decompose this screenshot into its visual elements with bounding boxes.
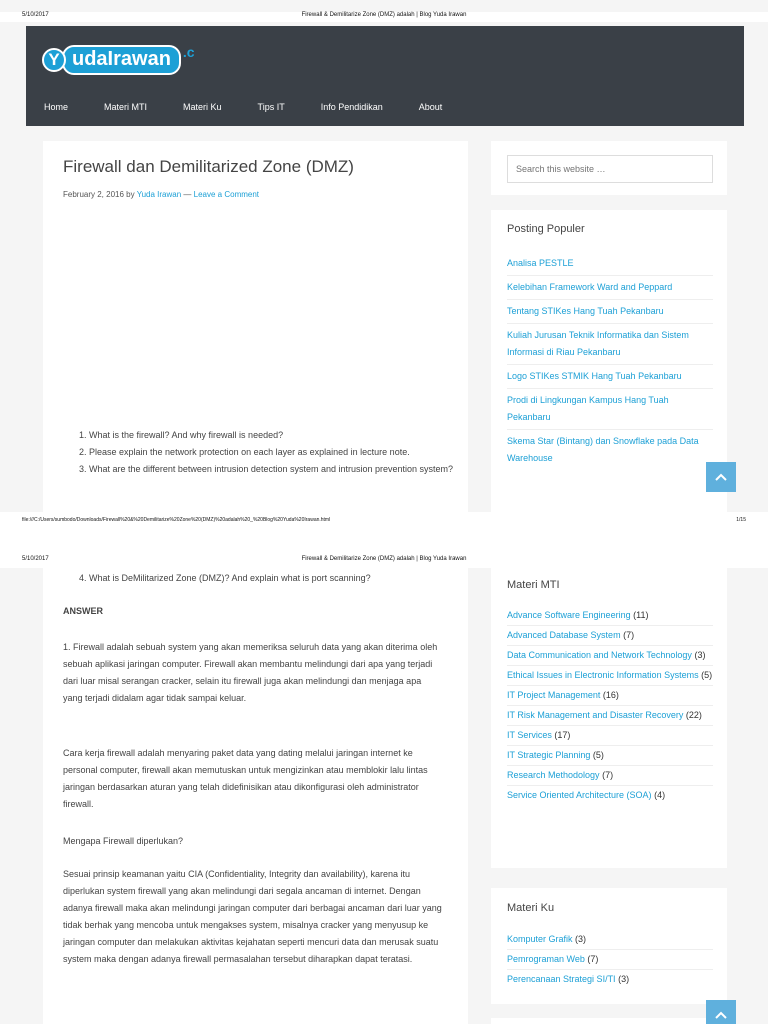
category-link[interactable]: Data Communication and Network Technology bbox=[507, 650, 692, 660]
post-meta bbox=[63, 190, 259, 199]
list-item[interactable] bbox=[507, 666, 713, 686]
list-item[interactable] bbox=[507, 786, 713, 805]
list-item[interactable] bbox=[507, 930, 713, 950]
materi-ku-list bbox=[507, 930, 713, 989]
category-link[interactable]: Advanced Database System bbox=[507, 630, 621, 640]
materi-mti-list bbox=[507, 606, 713, 805]
popular-link[interactable]: Kuliah Jurusan Teknik Informatika dan Sistem Informasi di Riau Pekanbaru bbox=[507, 330, 689, 357]
main-nav bbox=[44, 102, 478, 112]
nav-materi-mti[interactable]: Materi MTI bbox=[104, 102, 148, 112]
paragraph: 1. Firewall adalah sebuah system yang akan memeriksa seluruh data yang akan diterima oleh sebuah aplikasi jaringan computer. Firewall akan membantu melindungi dari apa yang terjadi dari luar misal serangan cracker, selain itu firewall juga akan melindungi dan menjaga apa yang terjadi didalam agar tidak sampai keluar. bbox=[63, 642, 438, 703]
print-title: Firewall & Demilitarize Zone (DMZ) adalah | Blog Yuda Irawan bbox=[301, 12, 467, 18]
popular-title: Posting Populer bbox=[507, 223, 585, 235]
list-item[interactable] bbox=[507, 646, 713, 666]
print-page-2 bbox=[0, 568, 768, 1024]
category-link[interactable]: IT Strategic Planning bbox=[507, 750, 591, 760]
list-item[interactable] bbox=[507, 430, 713, 470]
list-item[interactable] bbox=[507, 276, 713, 300]
popular-link[interactable]: Kelebihan Framework Ward and Peppard bbox=[507, 282, 673, 292]
question-item: 3. What are the different between intrusion detection system and intrusion prevention system? bbox=[89, 461, 459, 478]
chevron-up-icon bbox=[714, 1010, 728, 1020]
popular-link[interactable]: Logo STIKes STMIK Hang Tuah Pekanbaru bbox=[507, 371, 682, 381]
category-count: (11) bbox=[633, 610, 649, 620]
list-item[interactable] bbox=[507, 766, 713, 786]
list-item[interactable] bbox=[507, 606, 713, 626]
list-item[interactable] bbox=[507, 746, 713, 766]
category-count: (17) bbox=[554, 730, 571, 740]
list-item[interactable] bbox=[507, 389, 713, 430]
print-date: 5/10/2017 bbox=[22, 556, 49, 562]
back-to-top-button[interactable] bbox=[706, 462, 736, 492]
next-widget bbox=[491, 1018, 727, 1024]
site-header bbox=[26, 26, 744, 126]
category-link[interactable]: IT Project Management bbox=[507, 690, 601, 700]
materi-ku-widget bbox=[491, 888, 727, 1004]
print-header-2 bbox=[0, 556, 768, 566]
category-count: (7) bbox=[587, 954, 599, 964]
category-count: (7) bbox=[623, 630, 635, 640]
paragraph: Mengapa Firewall diperlukan? bbox=[63, 836, 184, 846]
leave-comment-link[interactable]: Leave a Comment bbox=[193, 190, 260, 199]
nav-home[interactable]: Home bbox=[44, 102, 69, 112]
paragraph: Sesuai prinsip keamanan yaitu CIA (Confidentiality, Integrity dan availability), karena itu diperlukan system firewall yang akan melindungi dari segala ancaman di internet. Dengan adanya firewall maka akan melindungi jaringan computer dari berbagai ancaman dari luar yang tidak berhak yang mencoba untuk mengakses system, misalnya cracker yang menyusup ke jaringan computer dan melakukan aktivitas kejahatan seperti mencuri data dan merusak suatu system maka dengan adanya firewall permasalahan tersebut diharapkan dapat teratasi. bbox=[63, 869, 442, 964]
category-link[interactable]: Research Methodology bbox=[507, 770, 600, 780]
category-link[interactable]: Ethical Issues in Electronic Information Systems bbox=[507, 670, 699, 680]
category-count: (3) bbox=[575, 934, 587, 944]
post-content bbox=[43, 141, 468, 512]
category-link[interactable]: IT Services bbox=[507, 730, 552, 740]
category-count: (5) bbox=[701, 670, 713, 680]
list-item[interactable] bbox=[507, 252, 713, 276]
category-count: (16) bbox=[602, 690, 619, 700]
materi-mti-title: Materi MTI bbox=[507, 579, 560, 591]
materi-ku-title: Materi Ku bbox=[507, 902, 555, 914]
back-to-top-button[interactable] bbox=[706, 1000, 736, 1024]
list-item[interactable] bbox=[507, 706, 713, 726]
popular-link[interactable]: Prodi di Lingkungan Kampus Hang Tuah Pekanbaru bbox=[507, 395, 669, 422]
logo-letter: Y bbox=[42, 48, 66, 72]
question-item: 4. What is DeMilitarized Zone (DMZ)? And explain what is port scanning? bbox=[89, 570, 459, 587]
popular-list bbox=[507, 252, 713, 470]
popular-link[interactable]: Analisa PESTLE bbox=[507, 258, 574, 268]
list-item[interactable] bbox=[507, 365, 713, 389]
print-path: file:///C:/Users/sumbodo/Downloads/Firewall%20&%20Demilitarize%20Zone%20(DMZ)%20adalah%20_%20Blog%20Yuda%20Irawan.html bbox=[22, 517, 331, 523]
popular-link[interactable]: Tentang STIKes Hang Tuah Pekanbaru bbox=[507, 306, 664, 316]
question-list bbox=[63, 427, 459, 478]
nav-info-pendidikan[interactable]: Info Pendidikan bbox=[320, 102, 383, 112]
category-link[interactable]: IT Risk Management and Disaster Recovery bbox=[507, 710, 684, 720]
question-item: 2. Please explain the network protection on each layer as explained in lecture note. bbox=[89, 444, 459, 461]
popular-link[interactable]: Skema Star (Bintang) dan Snowflake pada Data Warehouse bbox=[507, 436, 699, 463]
nav-about[interactable]: About bbox=[418, 102, 443, 112]
search-widget bbox=[491, 141, 727, 195]
nav-materi-ku[interactable]: Materi Ku bbox=[183, 102, 222, 112]
question-item: 1. What is the firewall? And why firewall is needed? bbox=[89, 427, 459, 444]
post-content-continued bbox=[43, 568, 468, 1024]
print-page-number: 1/15 bbox=[736, 517, 746, 523]
list-item[interactable] bbox=[507, 970, 713, 989]
category-link[interactable]: Service Oriented Architecture (SOA) bbox=[507, 790, 652, 800]
logo-suffix: .c bbox=[182, 44, 195, 60]
list-item[interactable] bbox=[507, 324, 713, 365]
category-count: (7) bbox=[602, 770, 614, 780]
paragraph: Cara kerja firewall adalah menyaring paket data yang dating melalui jaringan internet ke personal computer, firewall akan memutuskan untuk mengizinkan atau memblokir lalu lintas jaringan berdasarkan aturan yang telah didefinisikan atau dikonfigurasi oleh administrator firewall. bbox=[63, 748, 428, 809]
list-item[interactable] bbox=[507, 300, 713, 324]
meta-separator: — bbox=[183, 190, 192, 199]
post-author-link[interactable]: Yuda Irawan bbox=[136, 190, 182, 199]
category-link[interactable]: Perencanaan Strategi SI/TI bbox=[507, 974, 616, 984]
print-date: 5/10/2017 bbox=[22, 12, 49, 18]
post-title: Firewall dan Demilitarized Zone (DMZ) bbox=[63, 157, 354, 176]
question-list-continued bbox=[63, 570, 459, 587]
site-logo[interactable] bbox=[42, 42, 195, 78]
print-header bbox=[0, 12, 768, 22]
print-title: Firewall & Demilitarize Zone (DMZ) adalah | Blog Yuda Irawan bbox=[301, 556, 467, 562]
category-count: (3) bbox=[694, 650, 706, 660]
category-link[interactable]: Advance Software Engineering bbox=[507, 610, 631, 620]
chevron-up-icon bbox=[714, 472, 728, 482]
list-item[interactable] bbox=[507, 726, 713, 746]
category-count: (5) bbox=[592, 750, 604, 760]
popular-widget bbox=[491, 210, 727, 512]
logo-text: udaIrawan bbox=[62, 45, 181, 75]
search-input[interactable] bbox=[507, 155, 713, 183]
category-count: (4) bbox=[654, 790, 666, 800]
list-item[interactable] bbox=[507, 626, 713, 646]
materi-mti-widget bbox=[491, 568, 727, 868]
category-count: (22) bbox=[685, 710, 702, 720]
post-by: by bbox=[126, 190, 135, 199]
category-count: (3) bbox=[618, 974, 630, 984]
category-link[interactable]: Komputer Grafik bbox=[507, 934, 573, 944]
nav-tips-it[interactable]: Tips IT bbox=[257, 102, 285, 112]
list-item[interactable] bbox=[507, 686, 713, 706]
answer-heading: ANSWER bbox=[63, 606, 103, 616]
category-link[interactable]: Pemrograman Web bbox=[507, 954, 585, 964]
list-item[interactable] bbox=[507, 950, 713, 970]
post-date: February 2, 2016 bbox=[63, 190, 124, 199]
